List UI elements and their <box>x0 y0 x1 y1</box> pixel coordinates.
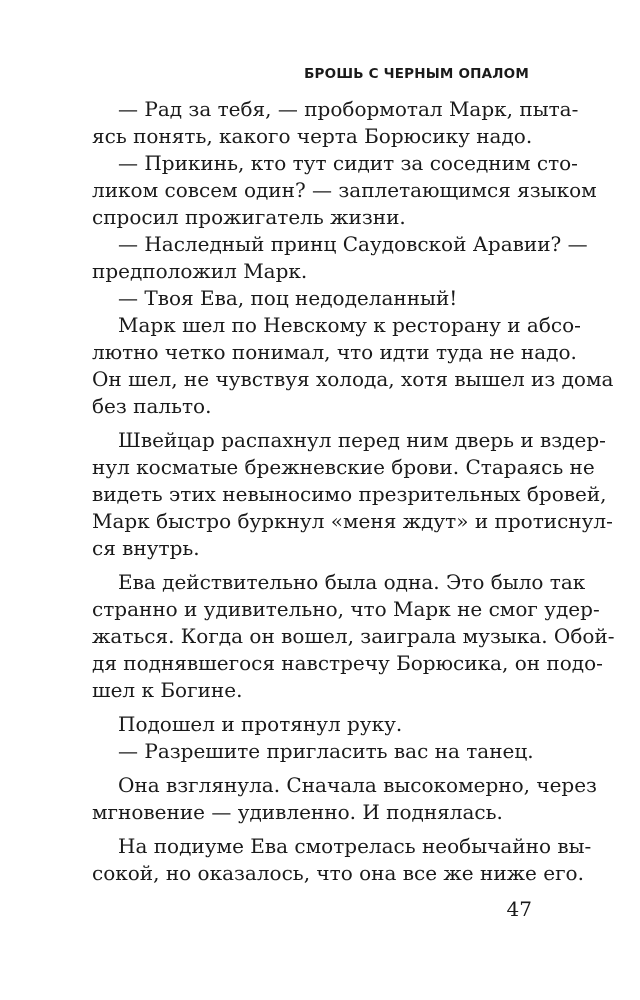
text-line: жаться. Когда он вошел, заиграла музыка. Обой- <box>92 624 615 648</box>
page-number: 47 <box>506 897 532 921</box>
text-line: — Разрешите пригласить вас на танец. <box>118 739 534 763</box>
text-line: На подиуме Ева смотрелась необычайно вы- <box>118 834 592 858</box>
text-line: Швейцар распахнул перед ним дверь и вздер- <box>118 428 606 452</box>
text-line: — Наследный принц Саудовской Аравии? — <box>118 232 588 256</box>
running-head-title: БРОШЬ С ЧЕРНЫМ ОПАЛОМ <box>304 66 529 82</box>
text-line: Она взглянула. Сначала высокомерно, через <box>118 773 597 797</box>
text-line: предположил Марк. <box>92 259 308 283</box>
text-line: — Твоя Ева, поц недоделанный! <box>118 286 458 310</box>
text-line: странно и удивительно, что Марк не смог удер- <box>92 597 600 621</box>
text-line: Ева действительно была одна. Это было так <box>118 570 586 594</box>
text-line: Марк шел по Невскому к ресторану и абсо- <box>118 313 581 337</box>
text-line: ясь понять, какого черта Борюсику надо. <box>92 124 533 148</box>
text-line: лютно четко понимал, что идти туда не надо. <box>92 340 577 364</box>
text-line: без пальто. <box>92 394 212 418</box>
body-text <box>92 96 615 887</box>
text-line: дя поднявшегося навстречу Борюсика, он подо- <box>92 651 603 675</box>
text-line: видеть этих невыносимо презрительных бровей, <box>92 482 607 506</box>
text-line: Подошел и протянул руку. <box>118 712 403 736</box>
text-line: Он шел, не чувствуя холода, хотя вышел из дома <box>92 367 614 391</box>
text-line: — Прикинь, кто тут сидит за соседним сто- <box>118 151 578 175</box>
text-line: Марк быстро буркнул «меня ждут» и протиснул- <box>92 509 613 533</box>
text-line: шел к Богине. <box>92 678 243 702</box>
text-line: спросил прожигатель жизни. <box>92 205 406 229</box>
text-line: мгновение — удивленно. И поднялась. <box>92 800 503 824</box>
text-line: сокой, но оказалось, что она все же ниже его. <box>92 861 584 885</box>
text-line: нул косматые брежневские брови. Стараясь не <box>92 455 595 479</box>
text-line: — Рад за тебя, — пробормотал Марк, пыта- <box>118 97 579 121</box>
text-line: ся внутрь. <box>92 536 200 560</box>
text-line: ликом совсем один? — заплетающимся языком <box>92 178 597 202</box>
